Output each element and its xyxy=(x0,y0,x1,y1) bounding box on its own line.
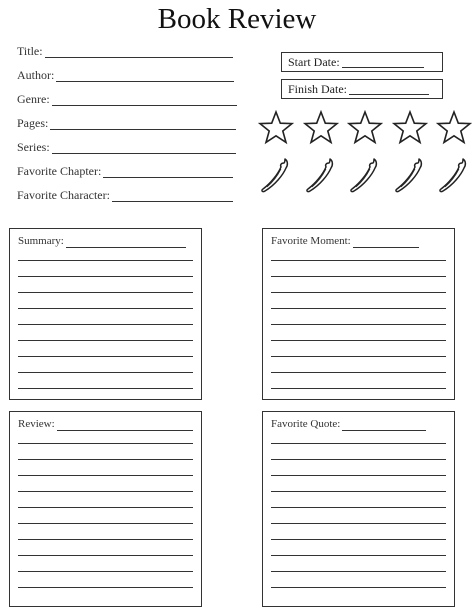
genre-line[interactable] xyxy=(52,94,237,106)
pages-label: Pages: xyxy=(17,116,49,130)
start-date-line[interactable] xyxy=(342,56,424,68)
writing-line[interactable] xyxy=(271,571,446,572)
chili-pepper-icon[interactable] xyxy=(436,156,472,196)
start-date-box[interactable] xyxy=(281,52,443,72)
writing-line[interactable] xyxy=(18,443,193,444)
writing-line[interactable] xyxy=(271,308,446,309)
writing-line[interactable] xyxy=(271,475,446,476)
writing-line[interactable] xyxy=(18,308,193,309)
star-rating[interactable] xyxy=(258,110,472,146)
favorite-character-field[interactable] xyxy=(17,188,233,202)
writing-line[interactable] xyxy=(18,260,193,261)
favorite-chapter-field[interactable] xyxy=(17,164,233,178)
series-label: Series: xyxy=(17,140,50,154)
writing-line[interactable] xyxy=(18,372,193,373)
writing-line[interactable] xyxy=(18,340,193,341)
writing-line[interactable] xyxy=(271,555,446,556)
star-icon[interactable] xyxy=(258,110,294,146)
author-line[interactable] xyxy=(56,70,234,82)
summary-heading xyxy=(18,235,186,248)
writing-line[interactable] xyxy=(271,276,446,277)
favorite-quote-box[interactable] xyxy=(262,411,455,607)
writing-line[interactable] xyxy=(18,475,193,476)
writing-line[interactable] xyxy=(271,523,446,524)
summary-box[interactable] xyxy=(9,228,202,400)
writing-line[interactable] xyxy=(18,491,193,492)
review-heading-line xyxy=(57,420,193,431)
writing-line[interactable] xyxy=(18,388,193,389)
star-icon[interactable] xyxy=(303,110,339,146)
writing-line[interactable] xyxy=(271,539,446,540)
review-label: Review: xyxy=(18,418,55,430)
pages-line[interactable] xyxy=(50,118,236,130)
genre-field[interactable] xyxy=(17,92,237,106)
favorite-chapter-label: Favorite Chapter: xyxy=(17,164,102,178)
writing-line[interactable] xyxy=(271,507,446,508)
writing-line[interactable] xyxy=(18,356,193,357)
favorite-quote-label: Favorite Quote: xyxy=(271,418,341,430)
writing-line[interactable] xyxy=(18,324,193,325)
pepper-rating[interactable] xyxy=(258,156,472,196)
star-icon[interactable] xyxy=(436,110,472,146)
review-box[interactable] xyxy=(9,411,202,607)
writing-line[interactable] xyxy=(271,356,446,357)
star-icon[interactable] xyxy=(347,110,383,146)
writing-line[interactable] xyxy=(18,459,193,460)
review-heading xyxy=(18,418,193,431)
writing-line[interactable] xyxy=(18,555,193,556)
writing-line[interactable] xyxy=(271,388,446,389)
writing-line[interactable] xyxy=(18,523,193,524)
author-field[interactable] xyxy=(17,68,234,82)
writing-line[interactable] xyxy=(271,443,446,444)
series-field[interactable] xyxy=(17,140,236,154)
writing-line[interactable] xyxy=(271,491,446,492)
favorite-moment-heading xyxy=(271,235,419,248)
finish-date-label: Finish Date: xyxy=(288,82,347,96)
writing-line[interactable] xyxy=(271,324,446,325)
title-label: Title: xyxy=(17,44,43,58)
pages-field[interactable] xyxy=(17,116,236,130)
favorite-quote-heading-line xyxy=(342,420,426,431)
finish-date-line[interactable] xyxy=(349,83,429,95)
genre-label: Genre: xyxy=(17,92,50,106)
favorite-moment-box[interactable] xyxy=(262,228,455,400)
favorite-moment-label: Favorite Moment: xyxy=(271,235,351,247)
chili-pepper-icon[interactable] xyxy=(392,156,428,196)
writing-line[interactable] xyxy=(18,507,193,508)
favorite-quote-heading xyxy=(271,418,426,431)
title-field[interactable] xyxy=(17,44,233,58)
author-label: Author: xyxy=(17,68,55,82)
writing-line[interactable] xyxy=(271,292,446,293)
start-date-label: Start Date: xyxy=(288,55,340,69)
summary-heading-line xyxy=(66,237,186,248)
finish-date-box[interactable] xyxy=(281,79,443,99)
page-title: Book Review xyxy=(157,3,317,35)
series-line[interactable] xyxy=(52,142,236,154)
title-line[interactable] xyxy=(45,46,233,58)
chili-pepper-icon[interactable] xyxy=(303,156,339,196)
writing-line[interactable] xyxy=(271,372,446,373)
favorite-character-line[interactable] xyxy=(112,190,233,202)
writing-line[interactable] xyxy=(18,571,193,572)
writing-line[interactable] xyxy=(18,292,193,293)
writing-line[interactable] xyxy=(271,459,446,460)
writing-line[interactable] xyxy=(18,587,193,588)
writing-line[interactable] xyxy=(18,539,193,540)
chili-pepper-icon[interactable] xyxy=(258,156,294,196)
favorite-moment-heading-line xyxy=(353,237,419,248)
writing-line[interactable] xyxy=(18,276,193,277)
summary-label: Summary: xyxy=(18,235,64,247)
star-icon[interactable] xyxy=(392,110,428,146)
favorite-chapter-line[interactable] xyxy=(103,166,233,178)
writing-line[interactable] xyxy=(271,587,446,588)
writing-line[interactable] xyxy=(271,340,446,341)
chili-pepper-icon[interactable] xyxy=(347,156,383,196)
favorite-character-label: Favorite Character: xyxy=(17,188,110,202)
writing-line[interactable] xyxy=(271,260,446,261)
